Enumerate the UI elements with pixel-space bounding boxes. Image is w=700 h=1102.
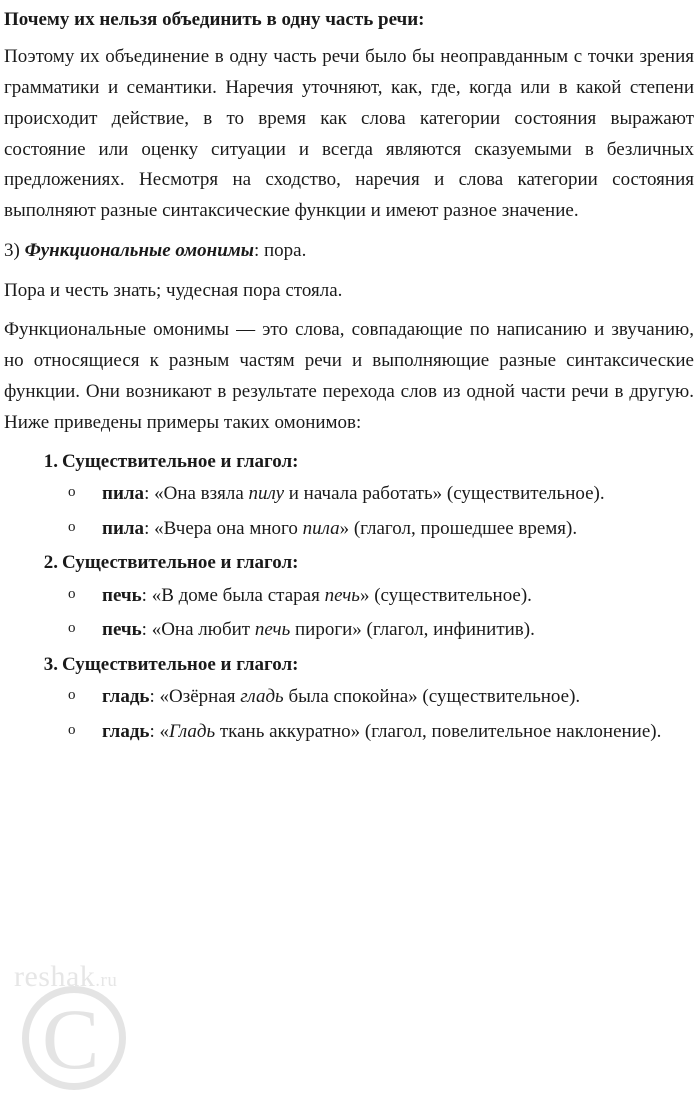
homonym-word: гладь: [102, 720, 150, 742]
page-title: Почему их нельзя объединить в одну часть речи:: [4, 9, 425, 30]
homonym-italic: печь: [254, 619, 291, 641]
sublist: [62, 480, 694, 542]
sublist-item: [62, 718, 694, 746]
homonym-pre: : «: [149, 720, 170, 742]
homonym-pre: : «В доме была старая: [141, 584, 325, 606]
watermark-letter: C: [42, 991, 100, 1087]
homonym-italic: пила: [302, 517, 340, 539]
list-item: [4, 651, 694, 746]
sublist-item: [62, 683, 694, 711]
example-sentence: Пора и честь знать; чудесная пора стояла.: [4, 279, 343, 301]
circle-bullet-icon: o: [68, 620, 76, 637]
list-item-title: Существительное и глагол:: [62, 552, 299, 574]
homonym-examples-list: [4, 448, 694, 746]
homonym-word: пила: [102, 483, 145, 504]
homonym-word: печь: [102, 584, 142, 606]
sublist: [62, 582, 694, 644]
list-item: [4, 549, 694, 644]
circle-bullet-icon: o: [68, 721, 76, 738]
circle-bullet-icon: o: [68, 518, 76, 535]
homonym-pre: : «Она любит: [141, 619, 255, 641]
homonym-post: ткань аккуратно» (глагол, повелительное наклонение).: [215, 720, 662, 742]
homonym-pre: : «Озёрная: [149, 686, 241, 708]
homonym-pre: : «Она взяла: [144, 483, 249, 504]
sublist-item: [62, 616, 694, 644]
watermark-text: reshak.ru: [14, 960, 118, 993]
item-3-functional-homonyms: [4, 236, 694, 267]
homonym-word: печь: [102, 619, 142, 641]
sublist-item: [62, 582, 694, 610]
homonym-word: гладь: [102, 686, 150, 708]
watermark-circle-icon: [22, 986, 126, 1090]
list-item: [4, 448, 694, 543]
paragraph-homonyms-definition: Функциональные омонимы — это слова, совпадающие по написанию и звучанию, но относящиеся к разным частям речи и выполняющие разные синтаксические функции. Они возникают в результате перехода слов из одной части речи в другую. Ниже приведены примеры таких омонимов:: [4, 319, 694, 433]
list-item-title: Существительное и глагол:: [62, 653, 299, 675]
item-3-number: 3): [4, 239, 25, 261]
item-3-rest: : пора.: [253, 239, 307, 261]
homonym-italic: Гладь: [169, 720, 216, 742]
paragraph-why-cannot-merge: Поэтому их объединение в одну часть речи было бы неоправданным с точки зрения грамматики и семантики. Наречия уточняют, как, где, когда или в какой степени происходит действие, в то время как слова категории состояния выражают состояние или оценку ситуации и всегда являются сказуемыми в безличных предложениях. Несмотря на сходство, наречия и слова категории состояния выполняют разные синтаксические функции и имеют разное значение.: [4, 46, 694, 222]
circle-bullet-icon: o: [68, 687, 76, 704]
list-item-number: 1.: [43, 450, 58, 472]
list-item-number: 2.: [43, 552, 58, 574]
homonym-pre: : «Вчера она много: [144, 517, 303, 539]
sublist-item: [62, 480, 694, 508]
homonym-post: пироги» (глагол, инфинитив).: [290, 619, 535, 641]
homonym-post: » (глагол, прошедшее время).: [339, 517, 578, 539]
homonym-italic: пилу: [248, 483, 285, 504]
watermark: [12, 950, 192, 1100]
circle-bullet-icon: o: [68, 484, 76, 500]
homonym-italic: гладь: [240, 686, 284, 708]
homonym-word: пила: [102, 517, 145, 539]
list-item-number: 3.: [43, 653, 58, 675]
circle-bullet-icon: o: [68, 585, 76, 602]
homonym-post: и начала работать» (существительное).: [284, 483, 605, 504]
list-item-title: Существительное и глагол:: [62, 450, 299, 472]
homonym-italic: печь: [324, 584, 360, 606]
sublist: [62, 683, 694, 745]
homonym-post: » (существительное).: [359, 584, 532, 606]
homonym-post: была спокойна» (существительное).: [283, 686, 581, 708]
sublist-item: [62, 515, 694, 543]
item-3-term: Функциональные омонимы: [24, 239, 254, 261]
